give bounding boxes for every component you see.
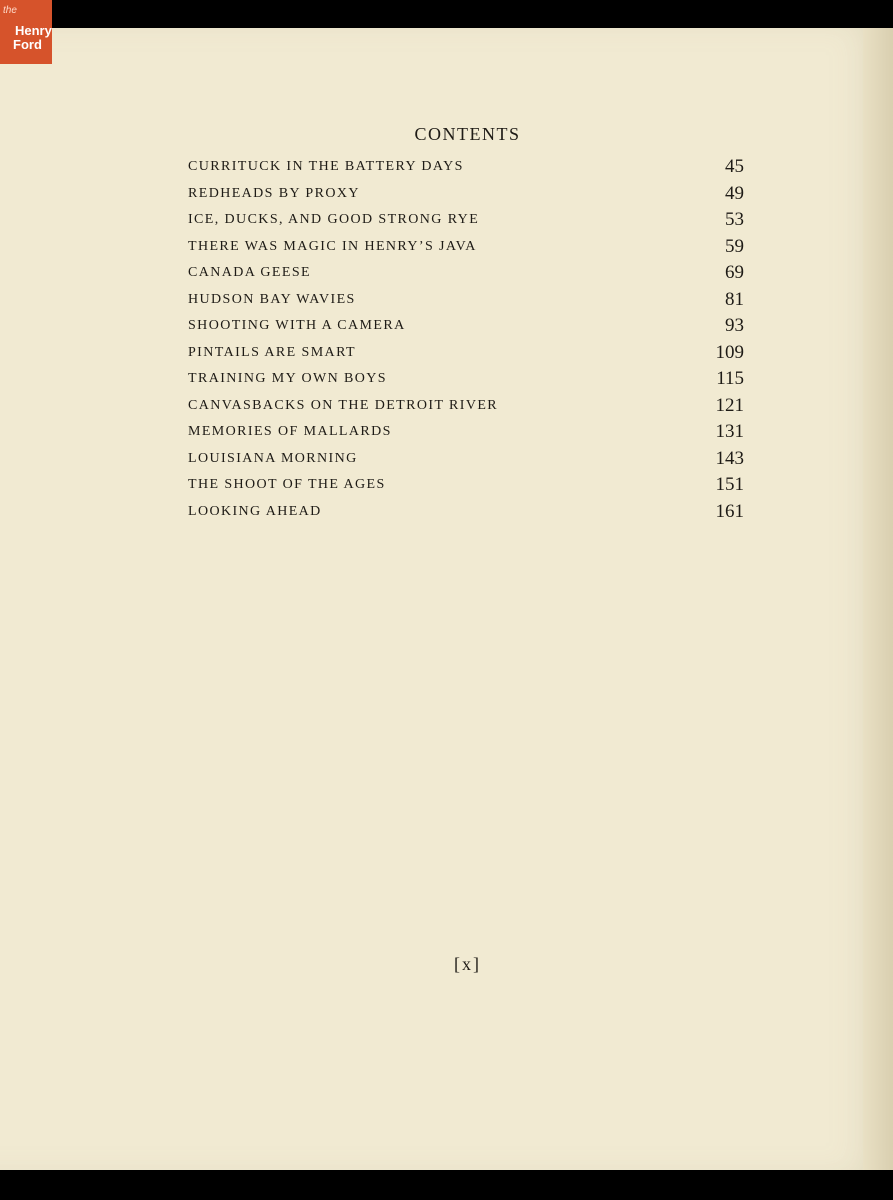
toc-entry-title: SHOOTING WITH A CAMERA <box>188 318 406 333</box>
toc-entry-title: MEMORIES OF MALLARDS <box>188 424 392 439</box>
toc-entry-title: LOOKING AHEAD <box>188 503 322 519</box>
toc-entry <box>188 209 744 236</box>
toc-entry-page: 151 <box>715 474 744 495</box>
toc-entry-title: ICE, DUCKS, AND GOOD STRONG RYE <box>188 212 480 227</box>
toc-entry-page: 59 <box>725 235 744 257</box>
toc-entry-page: 69 <box>725 262 744 283</box>
page-folio: [x] <box>454 954 481 974</box>
toc-entry-page: 115 <box>716 368 744 389</box>
toc-entry-title: LOUISIANA MORNING <box>188 450 358 466</box>
toc-entry-title: THE SHOOT OF THE AGES <box>188 477 386 492</box>
toc-entry <box>188 262 744 289</box>
toc-entry-title: HUDSON BAY WAVIES <box>188 291 356 307</box>
toc-entry-title: REDHEADS BY PROXY <box>188 185 360 201</box>
toc-entry <box>188 236 744 263</box>
toc-entry-page: 161 <box>715 500 744 522</box>
toc-entry <box>188 183 744 210</box>
toc-entry-page: 109 <box>715 341 744 363</box>
toc-entry-title: CURRITUCK IN THE BATTERY DAYS <box>188 159 464 174</box>
toc-entry <box>188 368 744 395</box>
toc-entry-page: 45 <box>725 156 744 177</box>
toc-entry-title: CANADA GEESE <box>188 265 311 280</box>
toc-entry-page: 143 <box>715 447 744 469</box>
page-edge <box>863 28 893 1170</box>
toc-entry <box>188 289 744 316</box>
logo-the: the <box>3 5 17 16</box>
toc-entry <box>188 342 744 369</box>
toc-entry <box>188 501 744 528</box>
toc-entry-page: 49 <box>725 182 744 204</box>
toc-entry <box>188 315 744 342</box>
toc-entry <box>188 421 744 448</box>
toc-entry <box>188 448 744 475</box>
logo-henry: Henry <box>15 23 52 38</box>
toc-entry <box>188 395 744 422</box>
toc-entry-page: 53 <box>725 209 744 230</box>
contents-heading: CONTENTS <box>414 124 521 144</box>
henry-ford-logo <box>0 0 52 64</box>
toc-entry-title: PINTAILS ARE SMART <box>188 344 356 360</box>
toc-entry-title: THERE WAS MAGIC IN HENRY’S JAVA <box>188 238 477 254</box>
contents-list <box>188 156 744 527</box>
toc-entry-page: 131 <box>715 421 744 442</box>
toc-entry <box>188 156 744 183</box>
toc-entry-page: 81 <box>725 288 744 310</box>
toc-entry <box>188 474 744 501</box>
toc-entry-title: TRAINING MY OWN BOYS <box>188 371 387 386</box>
toc-entry-title: CANVASBACKS ON THE DETROIT RIVER <box>188 397 499 413</box>
toc-entry-page: 121 <box>715 394 744 416</box>
toc-entry-page: 93 <box>725 315 744 336</box>
logo-ford: Ford <box>13 37 42 52</box>
